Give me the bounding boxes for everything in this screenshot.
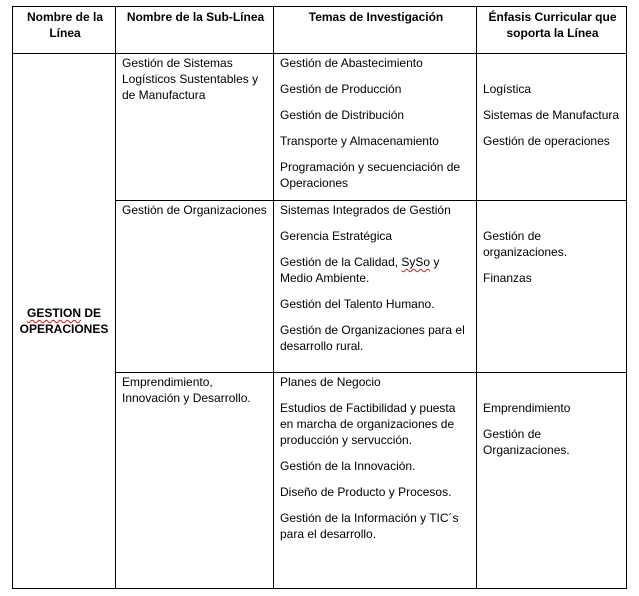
topic-item: Diseño de Producto y Procesos. [280,485,452,499]
topics-cell [274,201,477,373]
topic-item: Sistemas Integrados de Gestión [280,203,451,217]
table-row [13,54,627,201]
topic-item: Gestión de Organizaciones para el desarrollo rural. [280,323,465,353]
research-lines-table [12,6,627,589]
header-line-name: Nombre de la Línea [13,7,116,54]
line-name-rest: DE OPERACIONES [19,306,109,336]
emphasis-cell [477,373,627,589]
emphasis-item: Emprendimiento [483,401,571,415]
topics-cell [274,54,477,201]
emphasis-item: Gestión de operaciones [483,134,610,148]
topic-item-part: y Medio Ambiente. [280,255,440,285]
topic-item: Estudios de Factibilidad y puesta en marcha de organizaciones de producción y servucción. [280,401,456,447]
emphasis-item: Gestión de organizaciones. [483,229,568,259]
topic-item: Gestión de Distribución [280,108,405,122]
topic-item [280,254,472,286]
topic-item: Gestión de Producción [280,82,402,96]
topic-item: Gestión de la Innovación. [280,459,416,473]
topic-item: Gerencia Estratégica [280,229,393,243]
topic-item: Programación y secuenciación de Operaciones [280,160,461,190]
subline-name: Emprendimiento, Innovación y Desarrollo. [122,375,251,405]
topic-item: Transporte y Almacenamiento [280,134,439,148]
line-name-cell [13,54,116,589]
subline-name-cell [116,54,274,201]
topic-item-part: Gestión de la Calidad, [280,255,402,269]
topic-item: Gestión de Abastecimiento [280,56,423,70]
header-subline-name: Nombre de la Sub-Línea [116,7,274,54]
topic-item: Gestión del Talento Humano. [280,297,435,311]
subline-name-cell [116,201,274,373]
topic-item: Gestión de la Información y TIC´s para el desarrollo. [280,511,459,541]
topic-item-marked-word: SySo [401,255,431,269]
emphasis-item: Finanzas [483,271,532,285]
line-name-word-1: GESTION [26,306,81,320]
emphasis-item: Logística [483,82,532,96]
subline-name: Gestión de Sistemas Logísticos Sustentables y de Manufactura [122,56,259,102]
emphasis-item: Sistemas de Manufactura [483,108,620,122]
line-name [13,305,115,337]
emphasis-cell [477,201,627,373]
emphasis-item: Gestión de Organizaciones. [483,427,570,457]
emphasis-cell [477,54,627,201]
header-row [13,7,627,54]
header-research-topics: Temas de Investigación [274,7,477,54]
header-curricular-emphasis: Énfasis Curricular que soporta la Línea [477,7,627,54]
topics-cell [274,373,477,589]
subline-name: Gestión de Organizaciones [122,203,267,217]
subline-name-cell [116,373,274,589]
topic-item: Planes de Negocio [280,375,381,389]
